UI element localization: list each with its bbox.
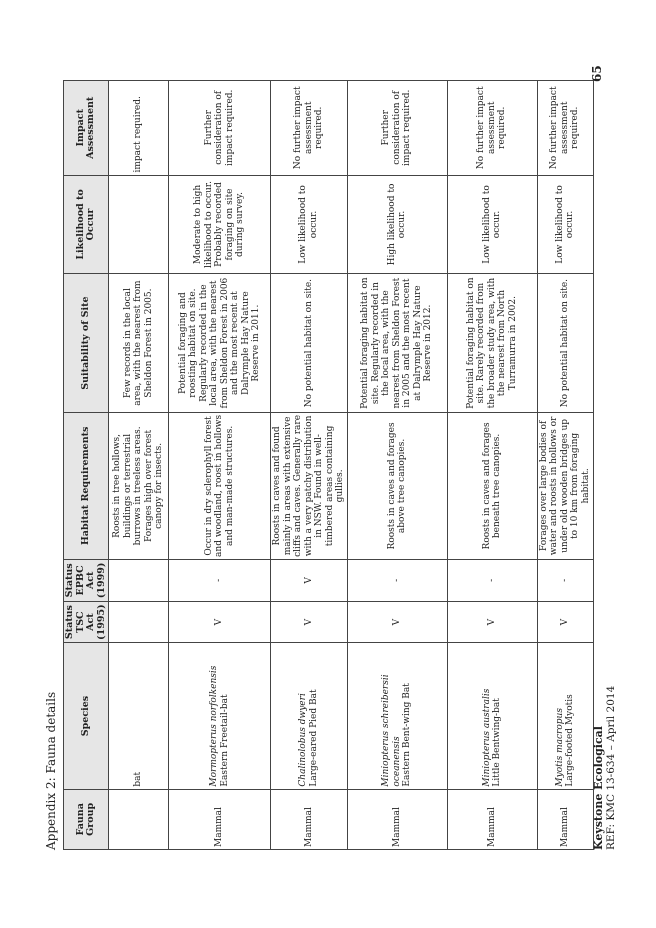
cell-habitat: Roosts in tree hollows, buildings or terrestrial burrows in treeless areas. Forages high over forest canopy for insects. <box>109 412 169 559</box>
cell-suitability: No potential habitat on site. <box>537 274 593 412</box>
cell-impact: No further impact assessment required. <box>447 81 537 176</box>
cell-fauna-group: Mammal <box>169 789 271 849</box>
cell-epbc-status: - <box>169 560 271 602</box>
cell-species <box>447 643 537 789</box>
header-impact: Impact Assessment <box>64 81 109 176</box>
cell-habitat: Roosts in caves and found mainly in areas with extensive cliffs and caves. Generally rare with a very patchy distribution in NSW. Found in well-timbered areas containing gullies. <box>271 412 348 559</box>
header-epbc-status: Status EPBC Act (1999) <box>64 560 109 602</box>
table-row <box>271 81 348 850</box>
species-common-name: Large-footed Myotis <box>565 694 575 787</box>
cell-fauna-group: Mammal <box>271 789 348 849</box>
cell-habitat: Forages over large bodies of water and roosts in hollows or under old wooden bridges up to 10 km from foraging habitat. <box>537 412 593 559</box>
cell-fauna-group: Mammal <box>537 789 593 849</box>
cell-suitability: Few records in the local area, with the nearest from Sheldon Forest in 2005. <box>109 274 169 412</box>
cell-tsc-status: V <box>347 601 447 643</box>
footer-reference: REF: KMC 13-634 – April 2014 <box>605 685 617 850</box>
cell-species <box>347 643 447 789</box>
appendix-title: Appendix 2: Fauna details <box>44 691 58 850</box>
table-row <box>109 81 169 850</box>
table-row <box>447 81 537 850</box>
species-scientific-name: Chalinolobus dwyeri <box>298 693 309 787</box>
header-tsc-status: Status TSC Act (1995) <box>64 601 109 643</box>
species-scientific-name: Miniopterus australis <box>481 688 492 787</box>
cell-impact: impact required. <box>109 81 169 176</box>
cell-likelihood: High likelihood to occur. <box>347 175 447 274</box>
footer-company: Keystone Ecological <box>592 726 605 850</box>
header-habitat: Habitat Requirements <box>64 412 109 559</box>
cell-epbc-status: V <box>271 560 348 602</box>
cell-tsc-status: V <box>537 601 593 643</box>
cell-tsc-status <box>109 601 169 643</box>
cell-impact: Further consideration of impact required. <box>169 81 271 176</box>
table-row <box>347 81 447 850</box>
species-common-name: Eastern Freetail-bat <box>219 694 230 787</box>
cell-habitat: Roosts in caves and forages above tree canopies. <box>347 412 447 559</box>
cell-suitability: Potential foraging and roosting habitat on site. Regularly recorded in the local area, with the nearest from Sheldon Forest in 2006 and the most recent at Dalrymple Hay Nature Reserve in 2011. <box>169 274 271 412</box>
header-suitability: Suitability of Site <box>64 274 109 412</box>
cell-species <box>109 643 169 789</box>
species-scientific-name: Myotis macropus <box>554 708 565 787</box>
cell-fauna-group <box>109 789 169 849</box>
species-scientific-name: Miniopterus schreibersii oceanensis <box>381 674 402 787</box>
cell-likelihood <box>109 175 169 274</box>
fauna-table <box>63 80 594 850</box>
cell-likelihood: Moderate to high likelihood to occur. Probably recorded foraging on site during survey. <box>169 175 271 274</box>
cell-impact: No further impact assessment required. <box>537 81 593 176</box>
cell-likelihood: Low likelihood to occur. <box>271 175 348 274</box>
cell-likelihood: Low likelihood to occur. <box>447 175 537 274</box>
cell-fauna-group: Mammal <box>447 789 537 849</box>
cell-epbc-status <box>109 560 169 602</box>
cell-species <box>169 643 271 789</box>
header-likelihood: Likelihood to Occur <box>64 175 109 274</box>
species-scientific-name: Mormopterus norfolkensis <box>209 665 219 787</box>
cell-habitat: Occur in dry sclerophyll forest and woodland, roost in hollows and man-made structures. <box>169 412 271 559</box>
cell-tsc-status: V <box>271 601 348 643</box>
species-common-name: bat <box>133 771 144 787</box>
header-species: Species <box>64 643 109 789</box>
cell-suitability: Potential foraging habitat on site. Rarely recorded from the broader study area, with the nearest from North Turramurra in 2002. <box>447 274 537 412</box>
header-fauna-group: Fauna Group <box>64 789 109 849</box>
page-number: 65 <box>590 65 604 82</box>
footer <box>592 686 618 850</box>
cell-suitability: No potential habitat on site. <box>271 274 348 412</box>
cell-species <box>537 643 593 789</box>
cell-suitability: Potential foraging habitat on site. Regularly recorded in the local area, with the nearest from Sheldon Forest in 2005 and the most recent at Dalrymple Hay Nature Reserve in 2012. <box>347 274 447 412</box>
table-row <box>537 81 593 850</box>
species-common-name: Little Bentwing-bat <box>492 698 502 787</box>
cell-epbc-status: - <box>447 560 537 602</box>
cell-tsc-status: V <box>169 601 271 643</box>
cell-species <box>271 643 348 789</box>
species-common-name: Eastern Bent-wing Bat <box>402 683 413 787</box>
cell-impact: No further impact assessment required. <box>271 81 348 176</box>
table-header-row <box>64 81 109 850</box>
table-row <box>169 81 271 850</box>
cell-impact: Further consideration of impact required. <box>347 81 447 176</box>
cell-epbc-status: - <box>537 560 593 602</box>
cell-likelihood: Low likelihood to occur. <box>537 175 593 274</box>
cell-tsc-status: V <box>447 601 537 643</box>
cell-habitat: Roosts in caves and forages beneath tree canopies. <box>447 412 537 559</box>
cell-epbc-status: - <box>347 560 447 602</box>
species-common-name: Large-eared Pied Bat <box>308 689 319 787</box>
cell-fauna-group: Mammal <box>347 789 447 849</box>
